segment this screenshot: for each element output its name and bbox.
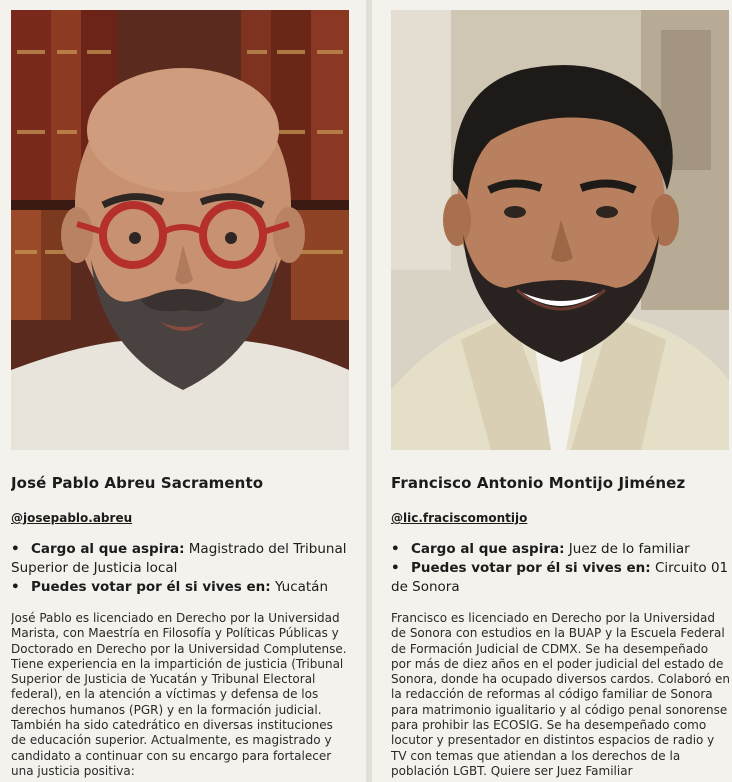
candidate-name: Francisco Antonio Montijo Jiménez bbox=[391, 474, 686, 492]
candidate-name: José Pablo Abreu Sacramento bbox=[11, 474, 264, 492]
bullet-icon: • bbox=[391, 560, 400, 576]
candidate-bio: José Pablo es licenciado en Derecho por la Universidad Marista, con Maestría en Filosofía y Políticas Públicas y Doctorado en Derecho por la Universidad Complutense. Tiene experiencia en la impartición de justicia (Tribunal Superior de Justicia de Yucatán y Tribunal Electoral federal), en la atención a víctimas y defensa de los derechos humanos (PGR) y en la formación judicial. También ha sido catedrático en diversas instituciones de educación superior. Actualmente, es magistrado y candidato a continuar con su encargo para fortalecer una justicia positiva: bbox=[11, 611, 347, 778]
candidate-facts-list bbox=[11, 540, 351, 597]
column-divider bbox=[366, 0, 372, 782]
fact-label: Puedes votar por él si vives en: bbox=[411, 560, 651, 576]
fact-item bbox=[391, 540, 731, 559]
fact-item bbox=[391, 559, 731, 597]
fact-value: Juez de lo familiar bbox=[568, 541, 690, 557]
candidate-bio: Francisco es licenciado en Derecho por la Universidad de Sonora con estudios en la BUAP y la Escuela Federal de Formación Judicial de CDMX. Se ha desempeñado por más de diez años en el poder judicial del estado de Sonora, donde ha ocupado diversos cardos. Colaboró en la redacción de reformas al código familiar de Sonora para matrimonio igualitario y al código penal sonorense para prohibir las ECOSIG. Se ha desempeñado como locutor y presentador en distintos espacios de radio y TV con temas que atiendan a los derechos de la población LGBT. Quiere ser Juez Familiar bbox=[391, 611, 730, 778]
fact-label: Cargo al que aspira: bbox=[31, 541, 185, 557]
fact-value: Circuito 01 de Sonora bbox=[391, 560, 729, 595]
candidate-social-link[interactable]: @josepablo.abreu bbox=[11, 511, 133, 525]
fact-value: Yucatán bbox=[274, 579, 329, 595]
candidate-photo-2 bbox=[391, 10, 729, 450]
fact-label: Cargo al que aspira: bbox=[411, 541, 565, 557]
fact-value: Magistrado del Tribunal Superior de Justicia local bbox=[11, 541, 347, 576]
candidate-card-1 bbox=[11, 0, 351, 782]
candidate-photo-1 bbox=[11, 10, 349, 450]
candidate-facts-list bbox=[391, 540, 731, 597]
candidate-card-2 bbox=[391, 0, 731, 782]
bullet-icon: • bbox=[11, 579, 20, 595]
bullet-icon: • bbox=[391, 541, 400, 557]
fact-item bbox=[11, 578, 351, 597]
candidate-social-link[interactable]: @lic.fraciscomontijo bbox=[391, 511, 528, 525]
fact-label: Puedes votar por él si vives en: bbox=[31, 579, 271, 595]
fact-item bbox=[11, 540, 351, 578]
bullet-icon: • bbox=[11, 541, 20, 557]
